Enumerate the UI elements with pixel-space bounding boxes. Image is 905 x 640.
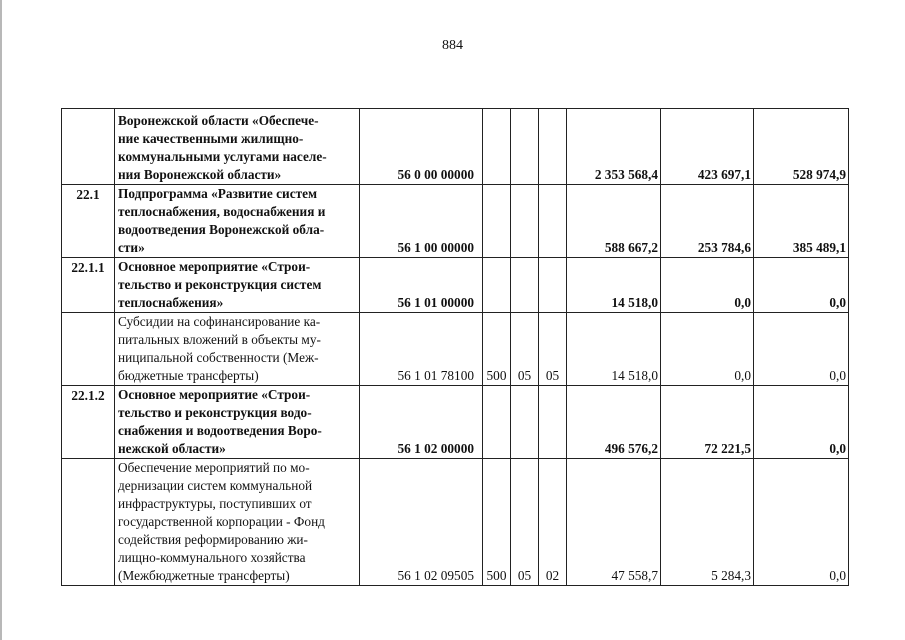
row-name-line: Воронежской области «Обеспече- [118, 113, 319, 128]
row-name-line: инфраструктуры, поступивших от [118, 496, 312, 511]
row-name-line: Подпрограмма «Развитие систем [118, 186, 318, 201]
row-name-line: тельство и реконструкция систем [118, 277, 322, 292]
section-cell [511, 386, 539, 459]
row-name-line: теплоснабжения, водоснабжения и [118, 204, 326, 219]
expense-type-cell [483, 258, 511, 313]
budget-table-body [62, 109, 849, 586]
amount-year2-cell: 253 784,6 [661, 185, 754, 258]
table-row [62, 185, 849, 258]
row-name-line: сти» [118, 240, 145, 255]
section-cell [511, 109, 539, 185]
row-name-line: лищно-коммунального хозяйства [118, 550, 306, 565]
target-code-cell: 56 1 02 09505 [360, 459, 483, 586]
amount-year2-cell: 0,0 [661, 258, 754, 313]
section-cell: 05 [511, 313, 539, 386]
amount-year1-cell: 496 576,2 [567, 386, 661, 459]
section-cell [511, 185, 539, 258]
row-name-line: Основное мероприятие «Строи- [118, 259, 311, 274]
row-name-line: Основное мероприятие «Строи- [118, 387, 311, 402]
row-number-cell [62, 459, 115, 586]
expense-type-cell: 500 [483, 313, 511, 386]
row-name-line: Обеспечение мероприятий по мо- [118, 460, 310, 475]
row-name-line: водоотведения Воронежской обла- [118, 222, 325, 237]
scan-edge-line [0, 0, 2, 640]
row-number-cell [62, 109, 115, 185]
table-row [62, 459, 849, 586]
page-number: 884 [442, 38, 463, 53]
target-code-cell: 56 1 00 00000 [360, 185, 483, 258]
target-code-cell: 56 1 01 78100 [360, 313, 483, 386]
row-name-line: тельство и реконструкция водо- [118, 405, 312, 420]
expense-type-cell: 500 [483, 459, 511, 586]
amount-year3-cell: 385 489,1 [754, 185, 849, 258]
row-name-line: Субсидии на софинансирование ка- [118, 314, 321, 329]
amount-year3-cell: 528 974,9 [754, 109, 849, 185]
row-name-line: государственной корпорации - Фонд [118, 514, 325, 529]
row-name-line: бюджетные трансферты) [118, 368, 259, 383]
subsection-cell: 05 [539, 313, 567, 386]
row-name-line: содействия реформированию жи- [118, 532, 308, 547]
table-row [62, 258, 849, 313]
amount-year3-cell: 0,0 [754, 258, 849, 313]
target-code-cell: 56 1 01 00000 [360, 258, 483, 313]
row-name-line: нежской области» [118, 441, 226, 456]
amount-year3-cell: 0,0 [754, 459, 849, 586]
amount-year1-cell: 14 518,0 [567, 258, 661, 313]
amount-year1-cell: 47 558,7 [567, 459, 661, 586]
section-cell [511, 258, 539, 313]
section-cell: 05 [511, 459, 539, 586]
amount-year2-cell: 5 284,3 [661, 459, 754, 586]
row-name-line: теплоснабжения» [118, 295, 224, 310]
expense-type-cell [483, 109, 511, 185]
amount-year1-cell: 2 353 568,4 [567, 109, 661, 185]
row-name-line: снабжения и водоотведения Воро- [118, 423, 322, 438]
table-row [62, 313, 849, 386]
row-name-cell [115, 386, 360, 459]
row-name-line: дернизации систем коммунальной [118, 478, 313, 493]
target-code-cell: 56 1 02 00000 [360, 386, 483, 459]
subsection-cell [539, 258, 567, 313]
table-row [62, 386, 849, 459]
row-name-cell [115, 313, 360, 386]
row-name-line: ния Воронежской области» [118, 167, 282, 182]
amount-year2-cell: 72 221,5 [661, 386, 754, 459]
expense-type-cell [483, 185, 511, 258]
row-name-cell [115, 459, 360, 586]
target-code-cell: 56 0 00 00000 [360, 109, 483, 185]
budget-table [61, 108, 849, 586]
amount-year3-cell: 0,0 [754, 386, 849, 459]
amount-year1-cell: 14 518,0 [567, 313, 661, 386]
row-name-line: ниципальной собственности (Меж- [118, 350, 319, 365]
row-number-cell: 22.1 [62, 185, 115, 258]
row-name-cell [115, 109, 360, 185]
table-row [62, 109, 849, 185]
subsection-cell [539, 109, 567, 185]
amount-year2-cell: 423 697,1 [661, 109, 754, 185]
amount-year2-cell: 0,0 [661, 313, 754, 386]
subsection-cell [539, 386, 567, 459]
row-name-line: коммунальными услугами населе- [118, 149, 327, 164]
row-name-cell [115, 185, 360, 258]
amount-year1-cell: 588 667,2 [567, 185, 661, 258]
row-name-line: питальных вложений в объекты му- [118, 332, 321, 347]
expense-type-cell [483, 386, 511, 459]
row-name-line: ние качественными жилищно- [118, 131, 304, 146]
subsection-cell [539, 185, 567, 258]
subsection-cell: 02 [539, 459, 567, 586]
row-number-cell [62, 313, 115, 386]
amount-year3-cell: 0,0 [754, 313, 849, 386]
row-name-line: (Межбюджетные трансферты) [118, 568, 290, 583]
row-number-cell: 22.1.1 [62, 258, 115, 313]
row-number-cell: 22.1.2 [62, 386, 115, 459]
row-name-cell [115, 258, 360, 313]
